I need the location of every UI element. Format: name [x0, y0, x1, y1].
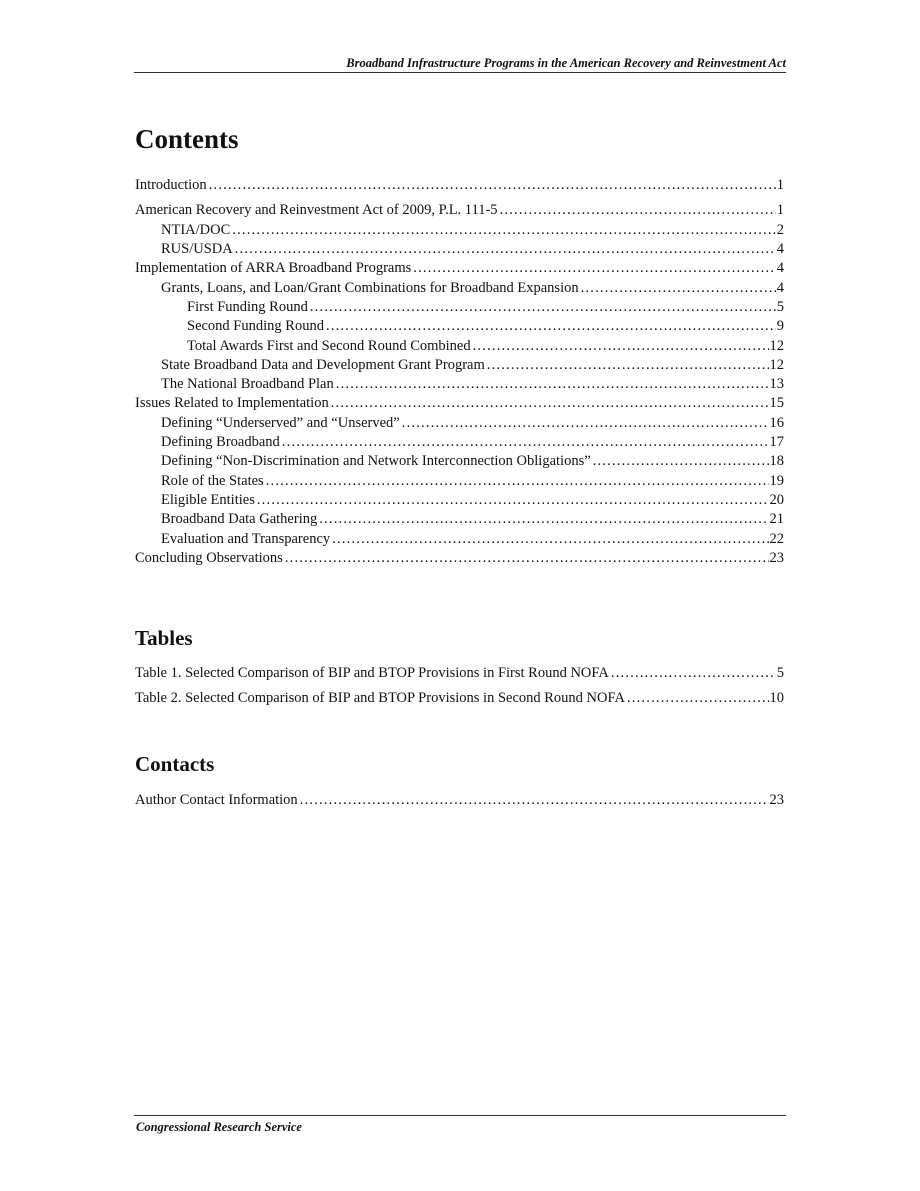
toc-page-number: 18: [769, 453, 784, 470]
toc-entry[interactable]: [135, 414, 784, 433]
contacts-list: [135, 791, 784, 810]
contacts-title: Contacts: [135, 752, 215, 776]
toc-page-number: 12: [769, 337, 784, 354]
toc-entry-label: First Funding Round: [187, 298, 308, 315]
toc-page-number: 2: [776, 221, 784, 238]
toc-page-number: 5: [776, 298, 784, 315]
toc-page-number: 4: [776, 260, 784, 277]
toc-page-number: 16: [769, 414, 784, 431]
toc-entry[interactable]: [135, 452, 784, 471]
dot-leader: [235, 240, 776, 259]
running-footer: Congressional Research Service: [136, 1120, 302, 1134]
tables-title: Tables: [135, 626, 193, 650]
toc-entry-label: Broadband Data Gathering: [161, 511, 318, 528]
toc-entry-label: Table 2. Selected Comparison of BIP and BTOP Provisions in Second Round NOFA: [135, 690, 625, 707]
toc-entry-label: RUS/USDA: [161, 241, 233, 258]
dot-leader: [331, 394, 769, 413]
toc-page-number: 15: [769, 395, 784, 412]
toc-entry[interactable]: [135, 259, 784, 278]
toc-page-number: 5: [776, 665, 784, 681]
toc-entry[interactable]: [135, 201, 784, 220]
toc-page-number: 17: [769, 434, 784, 451]
toc-entry[interactable]: [135, 298, 784, 317]
dot-leader: [593, 452, 769, 471]
toc-page-number: 22: [769, 530, 784, 547]
toc-entry-label: Table 1. Selected Comparison of BIP and BTOP Provisions in First Round NOFA: [135, 665, 609, 681]
contents-title: Contents: [135, 124, 239, 154]
toc-page-number: 20: [769, 491, 784, 508]
toc-entry-label: The National Broadband Plan: [161, 376, 334, 393]
toc-entry[interactable]: [135, 510, 784, 529]
toc-entry-label: Evaluation and Transparency: [161, 530, 331, 547]
dot-leader: [282, 433, 769, 452]
toc-page-number: 21: [769, 511, 784, 528]
toc-entry[interactable]: [135, 394, 784, 413]
toc-page-number: 23: [769, 792, 784, 808]
toc-entry-label: Role of the States: [161, 472, 264, 489]
dot-leader: [319, 510, 768, 529]
toc-page-number: 19: [769, 472, 784, 489]
toc-entry[interactable]: [135, 176, 784, 195]
toc-entry-label: Defining Broadband: [161, 434, 280, 451]
dot-leader: [300, 791, 769, 810]
dot-leader: [326, 317, 776, 336]
toc-entry[interactable]: [135, 433, 784, 452]
toc-entry-label: Grants, Loans, and Loan/Grant Combinations for Broadband Expansion: [161, 279, 579, 296]
toc-page-number: 12: [769, 356, 784, 373]
toc-entry[interactable]: [135, 549, 784, 568]
toc-entry-label: Defining “Underserved” and “Unserved”: [161, 414, 400, 431]
dot-leader: [500, 201, 776, 220]
toc-entry-label: American Recovery and Reinvestment Act of 2009, P.L. 111-5: [135, 202, 498, 219]
toc-entry[interactable]: [135, 337, 784, 356]
dot-leader: [473, 337, 769, 356]
toc-entry[interactable]: [135, 279, 784, 298]
dot-leader: [413, 259, 775, 278]
toc-entry[interactable]: [135, 791, 784, 810]
toc-entry-label: Eligible Entities: [161, 491, 255, 508]
toc-page-number: 4: [776, 279, 784, 296]
tables-list: [135, 664, 784, 709]
dot-leader: [332, 530, 768, 549]
toc-entry-label: Introduction: [135, 177, 207, 193]
running-header: Broadband Infrastructure Programs in the American Recovery and Reinvestment Act: [346, 56, 786, 70]
dot-leader: [402, 414, 769, 433]
toc-page-number: 10: [769, 690, 784, 707]
toc-entry-label: NTIA/DOC: [161, 221, 231, 238]
toc-entry[interactable]: [135, 530, 784, 549]
dot-leader: [627, 689, 769, 708]
toc-entry-label: Defining “Non-Discrimination and Network Interconnection Obligations”: [161, 453, 591, 470]
toc-entry-label: Second Funding Round: [187, 318, 324, 335]
header-rule: [134, 72, 786, 73]
toc-entry[interactable]: [135, 317, 784, 336]
dot-leader: [611, 664, 776, 683]
toc-page-number: 1: [776, 202, 784, 219]
dot-leader: [266, 472, 769, 491]
toc-page-number: 1: [776, 177, 784, 193]
toc-entry-label: Total Awards First and Second Round Combined: [187, 337, 471, 354]
toc-page-number: 9: [776, 318, 784, 335]
toc-entry[interactable]: [135, 472, 784, 491]
toc-entry-label: Issues Related to Implementation: [135, 395, 329, 412]
contents-list: [135, 176, 784, 568]
dot-leader: [257, 491, 769, 510]
footer-rule: [134, 1115, 786, 1116]
dot-leader: [581, 279, 776, 298]
toc-entry-label: State Broadband Data and Development Grant Program: [161, 356, 485, 373]
dot-leader: [336, 375, 769, 394]
dot-leader: [285, 549, 769, 568]
toc-entry[interactable]: [135, 664, 784, 683]
toc-entry[interactable]: [135, 240, 784, 259]
toc-entry-label: Implementation of ARRA Broadband Programs: [135, 260, 412, 277]
toc-entry[interactable]: [135, 221, 784, 240]
dot-leader: [487, 356, 769, 375]
toc-entry-label: Author Contact Information: [135, 792, 298, 808]
dot-leader: [310, 298, 776, 317]
toc-page-number: 13: [769, 376, 784, 393]
toc-page-number: 23: [769, 549, 784, 566]
dot-leader: [209, 176, 776, 195]
toc-entry[interactable]: [135, 356, 784, 375]
toc-page-number: 4: [776, 241, 784, 258]
toc-entry[interactable]: [135, 491, 784, 510]
toc-entry[interactable]: [135, 689, 784, 708]
dot-leader: [232, 221, 775, 240]
toc-entry[interactable]: [135, 375, 784, 394]
toc-entry-label: Concluding Observations: [135, 549, 283, 566]
